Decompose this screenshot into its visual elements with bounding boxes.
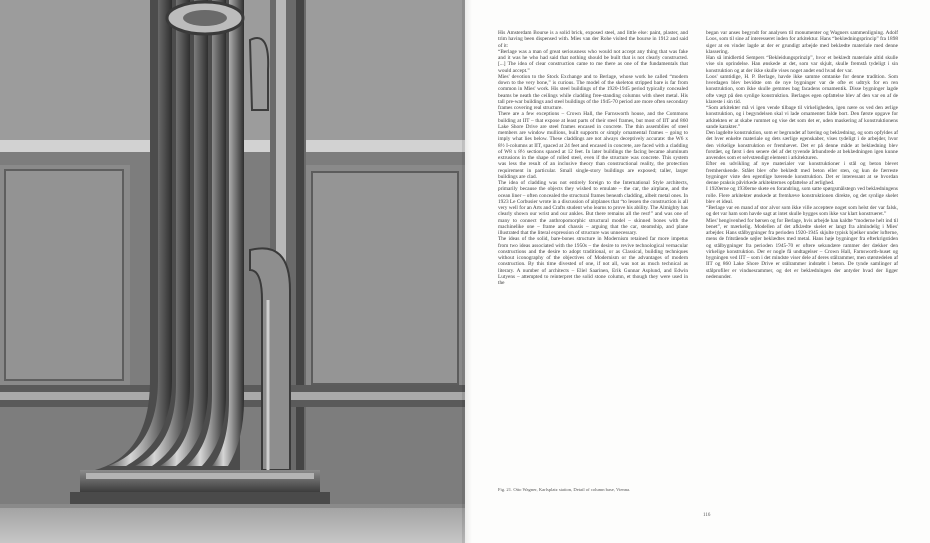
- paragraph: “Berlage was a man of great seriousness who would not accept any thing that was fake and it was he who had said that nothing should be built that is not clearly constructed. [...] The idea of clear construction came to me there as one of the fundamentals that would accept.”: [498, 48, 688, 74]
- paragraph: “Berlage var en mand af stor alvor som ikke ville acceptere noget som helst der var falsk, og det var ham som havde sagt at intet skulle bygges som ikke var klart konstrueret.”: [706, 205, 898, 218]
- paragraph: There are a few exceptions – Crown Hall, the Farnsworth house, and the Commons building at IIT – that expose at least parts of their steel frames, but most of IIT and 860 Lake Shore Drive are steel frames encased in concrete. The thin assemblies of steel members are window mullions, built supports or simply ornamental frames – going to imply what lies below. These claddings are not always deceptively accurate: the W6 x 8½ I-columns at IIT, spaced at 24 feet and encased in concrete, are faced with a cladding of W8 x 8½ sections spaced at 12 feet. In later buildings the facing became aluminum extrusions in the shape of rolled steel, even if the structure was concrete. This system was less the result of an inclusive theory than constructional reality, the protection requirement in particular. Small single-story buildings are exposed; taller, larger buildings are clad.: [498, 111, 688, 180]
- book-gutter-shadow: [462, 0, 472, 543]
- paragraph: The idea of cladding was not entirely foreign to the International Style architects, primarily because the objects they wished to emulate – the car, the airplane, and the ocean liner – often concealed the structural frames beneath cladding, albeit metal ones. In 1923 Le Corbusier wrote in a discussion of airplanes that “to lessen the construction is all very well for an Arts and Crafts student who learns to prove his ability. The Almighty has clearly shown our wrist and our ankles. But there remains all the rest!” and was one of many to connect the anthropomorphic structural model – skinned bones with the machinelike one – frame and chassis – arguing that the car, steamship, and plane illustrated that the literal expression of structure was unnecessary.: [498, 180, 688, 236]
- page-number: 116: [703, 513, 711, 518]
- text-column-right: [706, 30, 898, 512]
- paragraph: Den lagdelte konstruktion, som er begrundet af bæring og beklædning, og som opfyldes af det hver enkelte materiale og dets særlige egenskaber, vises tydeligt i de arbejder, hvor den virkelige konstruktion er fremhævet. Det er på denne måde at beklædning blev forstået, og først i den senere del af det tyvende århundrede at beklædningen igen kunne anvendes som et selvstændigt element i arkitekturen.: [706, 130, 898, 161]
- text-column-left: [498, 30, 688, 482]
- paragraph: His Amsterdam Bourse is a solid brick, exposed steel, and little else: paint, plaster, and trim having been dispensed with. Mies van der Rohe visited the bourse in 1912 and said of it:: [498, 30, 688, 49]
- figure-caption: Fig. 21. Otto Wagner, Karlsplatz station, Detail of column base, Vienna.: [498, 487, 631, 492]
- paragraph: Mies' hengivenhed for børsen og for Berlage, hvis arbejde han kaldte “moderne helt ind til benet”, er mærkelig. Modellen af det afklædte skelet er langt fra almindelig i Mies' arbejder. Hans stålbygninger fra perioden 1920-1945 skjulte typisk bjælker under lofterne, mens de fritstående søjler beklædtes med metal. Hans høje bygninger fra efterkrigstiden og stålbygninger fra perioden 1945-70 er oftere sekundære rammer der dækker den virkelige konstruktion. Der er nogle få undtagelser – Crown Hall, Farnsworth-huset og bygningen ved IIT – som i det mindste viser dele af deres stålrammer, men størstedelen af IIT og 860 Lake Shore Drive er stålrammer indstøbt i beton. De tynde samlinger af stålprofiler er vinduesrammer, og det er beklædningen der antyder hvad der ligger nedenunder.: [706, 217, 898, 280]
- paragraph: Han så imidlertid Sempers “Bekleidungsprinzip”, hvor et beklædt materiale altid skulle vise sin oprindelse. Han ønskede at det, som var skjult, skulle fremstå tydeligt i sin konstruktion og at der ikke skulle vises noget andet end hvad der var.: [706, 55, 898, 74]
- paragraph: Mies' devotion to the Stock Exchange and to Berlage, whose work he called “modern down to the very bone,” is curious. The model of the skeleton stripped bare is far from common in Mies' work. His steel buildings of the 1920-1945 period typically concealed beams be neath the ceilings while cladding free-standing columns with sheet metal. His tall pre-war buildings and steel buildings of the 1945-70 period are more often secondary frames covering real structure.: [498, 73, 688, 111]
- paragraph: began var anses begyndt for analysen til monumenter og Wagners sammenligning. Adolf Loos, som til sine af interesseret inden for arkitektur. Hans “beklædningsprincip” fra 1898 siger at en vinder lagde at der er grundigt arbejde med beklædte materiale med denne klassering.: [706, 30, 898, 55]
- paragraph: I 1920erne og 1930erne skete en forandring, som satte spørgsmålstegn ved beklædningens rolle. Flere arkitekter ønskede at fremhæve konstruktionen direkte, og det synlige skelet blev et ideal.: [706, 186, 898, 205]
- paragraph: Efter en udvikling af nye materialer var konstruktioner i stål og beton blevet fremherskende. Stålet blev ofte beklædt med beton eller sten, og kun de færreste bygninger viste den egentlige bærende konstruktion. Det er interessant at se hvordan denne praksis påvirkede arkitekternes opfattelse af ærlighed.: [706, 161, 898, 186]
- paragraph: Loos' samtidige, H. P. Berlage, havde ikke samme omtanke for denne tradition. Som hverdagen blev bevidste om de nye bygninger var de ofte et udtryk for en ren konstruktion, som ikke skulle gemmes bag facadens ornamentik. Disse bygninger lagde ofte vægt på den synlige konstruktion. Berlages egen opfattelse blev af den var en af de klareste i sin tid.: [706, 73, 898, 105]
- paragraph: “Som arkitekter må vi igen vende tilbage til virkeligheden, igen nære os ved den ærlige konstruktion, og i begyndelsen skal vi lade ornamentet falde bort. Den første opgave for arkitekten er at skabe rummet og vise det som det er, uden maskering af konstruktionens sande karakter.”: [706, 105, 898, 130]
- paragraph: The ideas of the solid, bare-bones structure in Modernism retained far more impetus from two ideas associated with the 1950s – the desire to revive technological vernacular constructions and the desire to adopt traditional, or as Classical, building techniques without iconography of the objectives of Modernism or the advantages of modern construction. By this time divested of one, if not all, was not as much technical as literary. A number of architects – Eliel Saarinen, Erik Gunnar Asplund, and Edwin Lutyens – attempted to reinterpret the solid stone column, et though they were used in the: [498, 236, 688, 286]
